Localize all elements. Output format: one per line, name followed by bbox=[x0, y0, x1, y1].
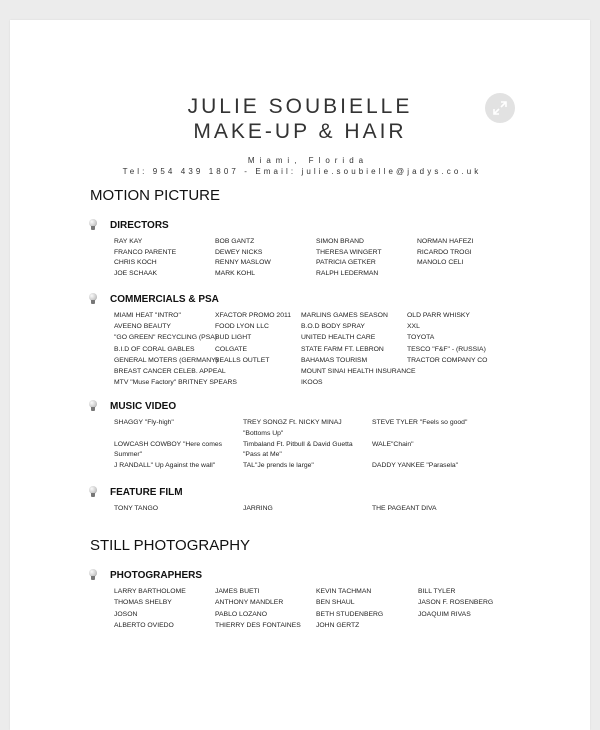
subsection-commercials bbox=[88, 292, 219, 306]
subsection-directors bbox=[88, 218, 169, 232]
lightbulb-icon bbox=[88, 400, 98, 412]
subsection-label: PHOTOGRAPHERS bbox=[110, 569, 203, 581]
list-item: BREAST CANCER CELEB. APPEAL bbox=[114, 368, 226, 375]
list-item: LOWCASH COWBOY "Here comes bbox=[114, 440, 223, 448]
list-item: BOB GANTZ bbox=[215, 238, 255, 245]
lightbulb-icon bbox=[88, 569, 98, 581]
list-item: TRACTOR COMPANY CO bbox=[407, 356, 488, 364]
lightbulb-icon bbox=[88, 486, 98, 498]
list-item: TESCO "F&F" - (RUSSIA) bbox=[407, 345, 486, 353]
list-item: TONY TANGO bbox=[114, 505, 159, 512]
list-item: DEWEY NICKS bbox=[215, 248, 263, 256]
list-item: MIAMI HEAT "INTRO" bbox=[114, 312, 181, 319]
list-item: TAL"Je prends le large" bbox=[243, 462, 314, 470]
list-item: ALBERTO OVIEDO bbox=[114, 621, 174, 629]
list-item: JASON F. ROSENBERG bbox=[418, 599, 494, 607]
list-item: BEALLS OUTLET bbox=[215, 356, 270, 364]
list-item: FRANCO PARENTE bbox=[114, 248, 177, 256]
list-item: CHRIS KOCH bbox=[114, 259, 157, 266]
list-item: XXL bbox=[407, 323, 420, 331]
section-still-photography: STILL PHOTOGRAPHY bbox=[90, 537, 251, 554]
list-item: THIERRY DES FONTAINES bbox=[215, 621, 301, 629]
list-item: FOOD LYON LLC bbox=[215, 323, 269, 331]
resume-name: JULIE SOUBIELLE bbox=[187, 95, 413, 118]
list-item: "Pass at Me" bbox=[243, 451, 282, 459]
list-item: ANTHONY MANDLER bbox=[215, 599, 284, 607]
subsection-label: FEATURE FILM bbox=[110, 486, 183, 498]
list-item: B.O.D BODY SPRAY bbox=[301, 323, 365, 331]
subsection-label: COMMERCIALS & PSA bbox=[110, 293, 219, 305]
list-item: JOSON bbox=[114, 610, 138, 618]
list-item: Summer" bbox=[114, 451, 143, 459]
list-item: AVEENO BEAUTY bbox=[114, 323, 171, 331]
list-item: PABLO LOZANO bbox=[215, 610, 267, 618]
list-item: STEVE TYLER "Feels so good" bbox=[372, 419, 468, 426]
section-motion-picture: MOTION PICTURE bbox=[90, 187, 220, 204]
list-item: B.I.D OF CORAL GABLES bbox=[114, 345, 195, 353]
list-item: JAMES BUETI bbox=[215, 588, 260, 595]
list-item: MANOLO CELI bbox=[417, 259, 464, 266]
subsection-photographers bbox=[88, 568, 202, 582]
list-item: "Bottoms Up" bbox=[243, 429, 284, 437]
list-item: MARK KOHL bbox=[215, 269, 256, 277]
list-item: THERESA WINGERT bbox=[316, 248, 382, 256]
list-item: J RANDALL" Up Against the wall" bbox=[114, 462, 216, 470]
lightbulb-icon bbox=[88, 293, 98, 305]
list-item: RENNY MASLOW bbox=[215, 259, 271, 266]
subsection-music-video bbox=[88, 399, 176, 413]
list-item: JOAQUIM RIVAS bbox=[418, 610, 471, 618]
list-item: PATRICIA GETKER bbox=[316, 259, 376, 266]
list-item: RICARDO TROGI bbox=[417, 248, 472, 256]
subsection-feature-film bbox=[88, 485, 183, 499]
lightbulb-icon bbox=[88, 219, 98, 231]
list-item: THOMAS SHELBY bbox=[114, 599, 172, 607]
list-item: DADDY YANKEE "Parasela" bbox=[372, 462, 459, 470]
resume-contact: Tel: 954 439 1807 - Email: julie.soubielle@jadys.co.uk bbox=[122, 167, 482, 176]
list-item: MARLINS GAMES SEASON bbox=[301, 312, 388, 319]
list-item: KEVIN TACHMAN bbox=[316, 588, 372, 595]
list-item: RALPH LEDERMAN bbox=[316, 269, 379, 277]
list-item: THE PAGEANT DIVA bbox=[372, 505, 437, 512]
list-item: RAY KAY bbox=[114, 238, 143, 245]
list-item: TREY SONGZ Ft. NICKY MINAJ bbox=[243, 419, 342, 426]
list-item: BEN SHAUL bbox=[316, 599, 355, 607]
list-item: BUD LIGHT bbox=[215, 334, 252, 342]
subsection-label: MUSIC VIDEO bbox=[110, 400, 177, 412]
list-item: COLGATE bbox=[215, 345, 247, 353]
list-item: NORMAN HAFEZI bbox=[417, 238, 474, 245]
list-item: JOHN GERTZ bbox=[316, 621, 360, 629]
list-item: JARRING bbox=[243, 505, 273, 512]
list-item: Timbaland Ft. Pitbull & David Guetta bbox=[243, 440, 353, 448]
list-item: OLD PARR WHISKY bbox=[407, 312, 470, 319]
list-item: MTV "Muse Factory" BRITNEY SPEARS bbox=[114, 379, 237, 387]
list-item: STATE FARM FT. LEBRON bbox=[301, 345, 384, 353]
list-item: IKOOS bbox=[301, 379, 323, 387]
list-item: WALE"Chain" bbox=[372, 440, 414, 448]
list-item: GENERAL MOTERS (GERMANY) bbox=[114, 356, 218, 364]
resume-location: Miami, Florida bbox=[247, 156, 369, 165]
list-item: LARRY BARTHOLOME bbox=[114, 588, 186, 595]
list-item: BILL TYLER bbox=[418, 588, 456, 595]
list-item: UNITED HEALTH CARE bbox=[301, 334, 376, 342]
list-item: JOE SCHAAK bbox=[114, 269, 158, 277]
list-item: BAHAMAS TOURISM bbox=[301, 356, 368, 364]
resume-profession: MAKE-UP & HAIR bbox=[193, 120, 407, 143]
subsection-label: DIRECTORS bbox=[110, 219, 169, 231]
list-item: TOYOTA bbox=[407, 334, 435, 342]
list-item: SIMON BRAND bbox=[316, 238, 364, 245]
list-item: BETH STUDENBERG bbox=[316, 610, 384, 618]
list-item: SHAGGY "Fly-high" bbox=[114, 419, 174, 426]
list-item: MOUNT SINAI HEALTH INSURANCE bbox=[301, 368, 416, 375]
list-item: "GO GREEN" RECYCLING (PSA) bbox=[114, 334, 218, 342]
list-item: XFACTOR PROMO 2011 bbox=[215, 312, 292, 319]
